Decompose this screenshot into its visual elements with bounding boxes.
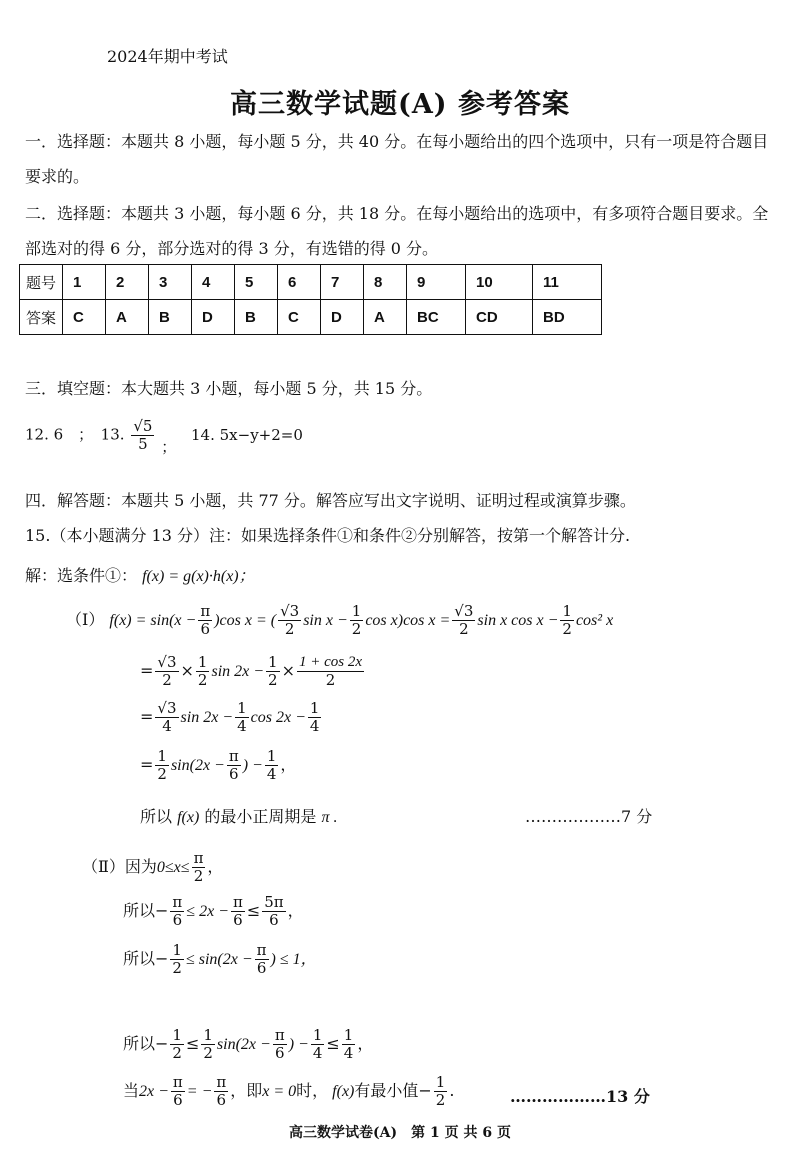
part1-line1 xyxy=(66,603,613,638)
formula-part: ) − xyxy=(242,757,263,774)
table-cell: 5 xyxy=(235,265,278,300)
table-cell: A xyxy=(106,300,149,335)
table-cell: 9 xyxy=(407,265,466,300)
fraction-pi-6: $\frac{\pi}{6}$ xyxy=(228,747,239,783)
score-13: ………………13 分 xyxy=(510,1087,650,1106)
minus: − xyxy=(155,949,169,968)
table-cell: 1 xyxy=(63,265,106,300)
formula-part: )cos x = ( xyxy=(214,612,277,629)
formula-part: cos 2x − xyxy=(250,709,306,726)
minus: − xyxy=(155,901,169,920)
fraction-1-2: $\frac{1}{2}$ xyxy=(157,747,167,783)
table-header-cell: 答案 xyxy=(20,300,63,335)
formula-part: = − xyxy=(186,1083,213,1100)
minus: − xyxy=(155,1034,169,1053)
text: 的最小正周期是 xyxy=(204,807,317,826)
table-cell: 8 xyxy=(364,265,407,300)
times: × xyxy=(281,661,295,680)
times: × xyxy=(180,661,194,680)
text: 所以 xyxy=(123,949,156,968)
section1-line2: 要求的。 xyxy=(25,167,90,186)
part1-line2 xyxy=(140,654,366,689)
part2-line1 xyxy=(82,850,223,885)
table-header-cell: 题号 xyxy=(20,265,63,300)
q15-stem: 15.（本小题满分 13 分）注：如果选择条件①和条件②分别解答，按第一个解答计分. xyxy=(25,526,631,545)
table-cell: 2 xyxy=(106,265,149,300)
table-cell: 10 xyxy=(466,265,533,300)
fraction-1-4: $\frac{1}{4}$ xyxy=(312,1026,323,1062)
table-cell: C xyxy=(63,300,106,335)
text: 时， xyxy=(296,1081,329,1100)
text: 当 xyxy=(123,1081,140,1100)
formula-part: sin(2x − xyxy=(170,757,225,774)
answer-14: 14. 5x−y+2=0 xyxy=(191,425,303,444)
part2-line5 xyxy=(123,1074,454,1109)
equals: = xyxy=(140,755,154,774)
choose-formula: f(x) = g(x)·h(x)； xyxy=(142,568,255,585)
fraction-sqrt3-4: $\frac{√3}{4}$ xyxy=(157,699,177,735)
fraction-sqrt5-over-5: $\frac{√5}{5}$ xyxy=(133,417,153,453)
part2-line3 xyxy=(123,942,317,977)
table-cell: B xyxy=(149,300,192,335)
table-cell: 4 xyxy=(192,265,235,300)
table-cell: C xyxy=(278,300,321,335)
table-cell: CD xyxy=(466,300,533,335)
fraction-pi-6: $\frac{\pi}{6}$ xyxy=(172,1073,183,1109)
part1-line3 xyxy=(140,700,323,735)
text: 所以 xyxy=(123,1034,156,1053)
fraction-sqrt3-2: $\frac{√3}{2}$ xyxy=(280,602,300,638)
part1-line4 xyxy=(140,748,296,783)
formula-part: ≤ 2x − xyxy=(186,903,229,920)
fraction-1-2: $\frac{1}{2}$ xyxy=(268,653,278,689)
fraction-1-4: $\frac{1}{4}$ xyxy=(309,699,320,735)
table-cell: D xyxy=(321,300,364,335)
fraction-pi-2: $\frac{\pi}{2}$ xyxy=(193,849,204,885)
formula-part: ) ≤ 1， xyxy=(270,951,317,968)
fraction-1-4: $\frac{1}{4}$ xyxy=(266,747,277,783)
table-cell: 11 xyxy=(533,265,602,300)
formula-part: f(x) xyxy=(332,1083,355,1100)
fraction-5pi-6: $\frac{5\pi}{6}$ xyxy=(264,893,284,929)
fraction-pi-6: $\frac{\pi}{6}$ xyxy=(232,893,243,929)
table-cell: A xyxy=(364,300,407,335)
table-cell: B xyxy=(235,300,278,335)
table-cell: 7 xyxy=(321,265,364,300)
section2-line2: 部选对的得 6 分，部分选对的得 3 分，有选错的得 0 分。 xyxy=(25,239,439,258)
fraction-1-4: $\frac{1}{4}$ xyxy=(237,699,247,735)
formula-part: sin x − xyxy=(303,612,348,629)
part1-label: （Ⅰ） xyxy=(66,610,105,629)
fraction-pi-6: $\frac{\pi}{6}$ xyxy=(256,941,267,977)
fraction-pi-6: $\frac{\pi}{6}$ xyxy=(200,602,211,638)
formula-part: 2x − xyxy=(139,1083,169,1100)
formula-part: cos² x xyxy=(575,612,614,629)
text: 有最小值 xyxy=(354,1081,419,1100)
leq: ≤ xyxy=(326,1034,340,1053)
separator: ； xyxy=(161,437,177,456)
leq: ≤ xyxy=(185,1034,200,1053)
table-cell: D xyxy=(192,300,235,335)
text: 所以 xyxy=(140,807,173,826)
fraction-1-2: $\frac{1}{2}$ xyxy=(172,1026,182,1062)
formula-part: x = 0 xyxy=(262,1083,297,1100)
period-line xyxy=(140,804,338,827)
formula-part: cos x)cos x = xyxy=(365,612,451,629)
formula-part: ) − xyxy=(288,1036,309,1053)
score-7: ………………7 分 xyxy=(525,807,653,826)
formula-part: ≤ sin(2x − xyxy=(185,951,253,968)
formula-part: sin(2x − xyxy=(216,1036,271,1053)
fraction-1-2: $\frac{1}{2}$ xyxy=(351,602,362,638)
equals: = xyxy=(140,661,154,680)
choose-label: 解：选条件①： xyxy=(25,566,138,585)
comma: ， xyxy=(280,755,297,774)
fraction-pi-6: $\frac{\pi}{6}$ xyxy=(216,1073,227,1109)
q15-choose xyxy=(25,563,255,586)
fraction-1-2: $\frac{1}{2}$ xyxy=(197,653,208,689)
fraction-sqrt3-2: $\frac{√3}{2}$ xyxy=(454,602,474,638)
formula-part: sin 2x − xyxy=(180,709,234,726)
fraction-1-4: $\frac{1}{4}$ xyxy=(343,1026,354,1062)
page-title: 高三数学试题(A) 参考答案 xyxy=(230,89,570,120)
answer-table xyxy=(19,264,602,335)
page-footer: 高三数学试卷(A) 第 1 页 共 6 页 xyxy=(289,1125,511,1141)
fraction-sqrt3-2: $\frac{√3}{2}$ xyxy=(157,653,177,689)
table-cell: 6 xyxy=(278,265,321,300)
part2-label: （Ⅱ）因为 xyxy=(82,857,157,876)
minus: − xyxy=(418,1081,432,1100)
text: 所以 xyxy=(123,901,156,920)
table-row-numbers xyxy=(20,265,602,300)
fraction-1pluscos2x-2: $\frac{1 + \cos 2x}{2}$ xyxy=(299,654,363,689)
equals: = xyxy=(140,707,154,726)
comma: ， xyxy=(287,901,304,920)
formula-part: sin x cos x − xyxy=(477,612,559,629)
formula-part: f(x) xyxy=(177,809,200,826)
fill-answers xyxy=(25,417,303,456)
table-cell: BD xyxy=(533,300,602,335)
text: ，即 xyxy=(230,1081,263,1100)
period: . xyxy=(449,1081,455,1100)
table-cell: BC xyxy=(407,300,466,335)
fraction-1-2: $\frac{1}{2}$ xyxy=(435,1073,446,1109)
comma: ， xyxy=(207,857,224,876)
fraction-1-2: $\frac{1}{2}$ xyxy=(172,941,182,977)
part2-line2 xyxy=(123,894,304,929)
leq: ≤ xyxy=(246,901,261,920)
table-cell: 3 xyxy=(149,265,192,300)
formula-part: 0≤x≤ xyxy=(156,859,190,876)
part2-line4 xyxy=(123,1027,373,1062)
exam-name: 2024年期中考试 xyxy=(107,47,228,66)
fraction-pi-6: $\frac{\pi}{6}$ xyxy=(274,1026,285,1062)
comma: ， xyxy=(357,1034,374,1053)
period-value: π . xyxy=(321,809,338,826)
section4-heading: 四．解答题：本题共 5 小题，共 77 分。解答应写出文字说明、证明过程或演算步骤。 xyxy=(25,491,636,510)
section2-line1: 二．选择题：本题共 3 小题，每小题 6 分，共 18 分。在每小题给出的选项中，有多项符合题目要求。全 xyxy=(25,204,769,223)
section1-line1: 一．选择题：本题共 8 小题，每小题 5 分，共 40 分。在每小题给出的四个选项中，只有一项是符合题目 xyxy=(25,132,769,151)
formula-part: f(x) = sin(x − xyxy=(109,612,197,629)
fraction-1-2: $\frac{1}{2}$ xyxy=(203,1026,213,1062)
answer-12-13: 12. 6 ； 13. xyxy=(25,425,125,444)
table-row-answers xyxy=(20,300,602,335)
fraction-pi-6: $\frac{\pi}{6}$ xyxy=(172,893,183,929)
fraction-1-2: $\frac{1}{2}$ xyxy=(562,602,572,638)
formula-part: sin 2x − xyxy=(211,663,265,680)
section3-heading: 三．填空题：本大题共 3 小题，每小题 5 分，共 15 分。 xyxy=(25,379,433,398)
